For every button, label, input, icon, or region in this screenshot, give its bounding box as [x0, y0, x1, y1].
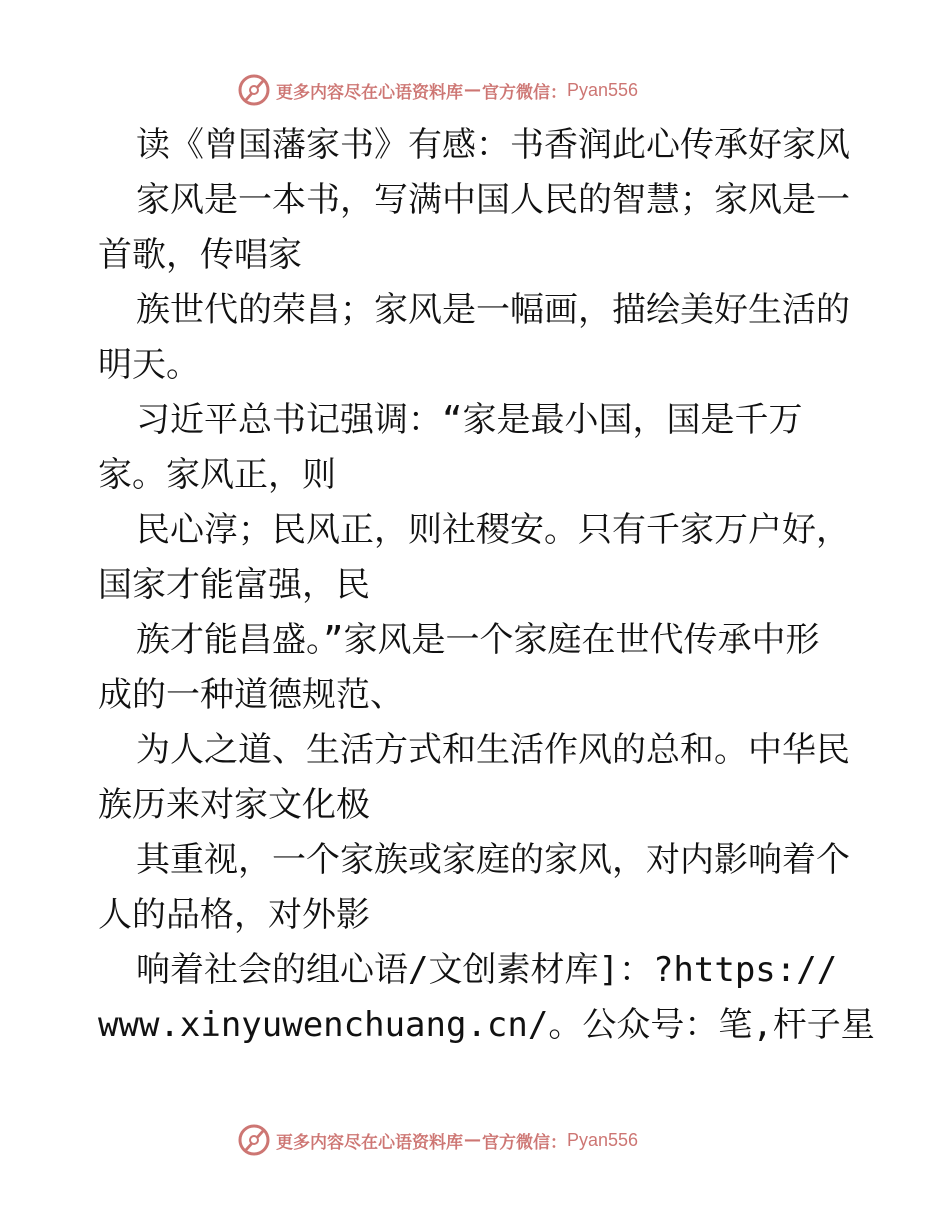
paragraph-line: 族历来对家文化极 [98, 785, 370, 825]
watermark-separator: — [464, 1130, 481, 1150]
watermark-text: 更多内容尽在心语资料库 [276, 82, 463, 103]
watermark-wechat-id: Pyan556 [567, 79, 639, 100]
document-body [98, 118, 875, 1053]
document-title: 读《曾国藩家书》有感：书香润此心传承好家风 [136, 125, 850, 165]
paragraph-line: 习近平总书记强调：“家是最小国，国是千万 [136, 400, 803, 440]
watermark-wechat-id: Pyan556 [567, 1129, 639, 1150]
quill-logo-icon [236, 72, 272, 108]
paragraph-line: 家。家风正，则 [98, 455, 336, 495]
paragraph-line: 其重视，一个家族或家庭的家风，对内影响着个 [136, 840, 850, 880]
header-watermark [236, 72, 716, 108]
paragraph-line: 民心淳；民风正，则社稷安。只有千家万户好， [136, 510, 850, 550]
paragraph-line: 家风是一本书，写满中国人民的智慧；家风是一 [136, 180, 850, 220]
paragraph-line: 族世代的荣昌；家风是一幅画，描绘美好生活的 [136, 290, 850, 330]
footer-watermark [236, 1122, 716, 1158]
watermark-text: 更多内容尽在心语资料库 [276, 1132, 463, 1153]
paragraph-line: 响着社会的组心语/文创素材库]：?https:// [136, 950, 838, 990]
paragraph-line: 首歌，传唱家 [98, 235, 302, 275]
watermark-suffix: 官方微信： [482, 82, 567, 103]
paragraph-line: www.xinyuwenchuang.cn/。公众号：笔,杆子星 [98, 1005, 875, 1045]
paragraph-line: 族才能昌盛。”家风是一个家庭在世代传承中形 [136, 620, 820, 660]
paragraph-line: 人的品格，对外影 [98, 895, 370, 935]
quill-logo-icon [236, 1122, 272, 1158]
paragraph-line: 国家才能富强，民 [98, 565, 370, 605]
watermark-suffix: 官方微信： [482, 1132, 567, 1153]
paragraph-line: 成的一种道德规范、 [98, 675, 404, 715]
paragraph-line: 为人之道、生活方式和生活作风的总和。中华民 [136, 730, 850, 770]
watermark-separator: — [464, 80, 481, 100]
paragraph-line: 明天。 [98, 345, 200, 385]
